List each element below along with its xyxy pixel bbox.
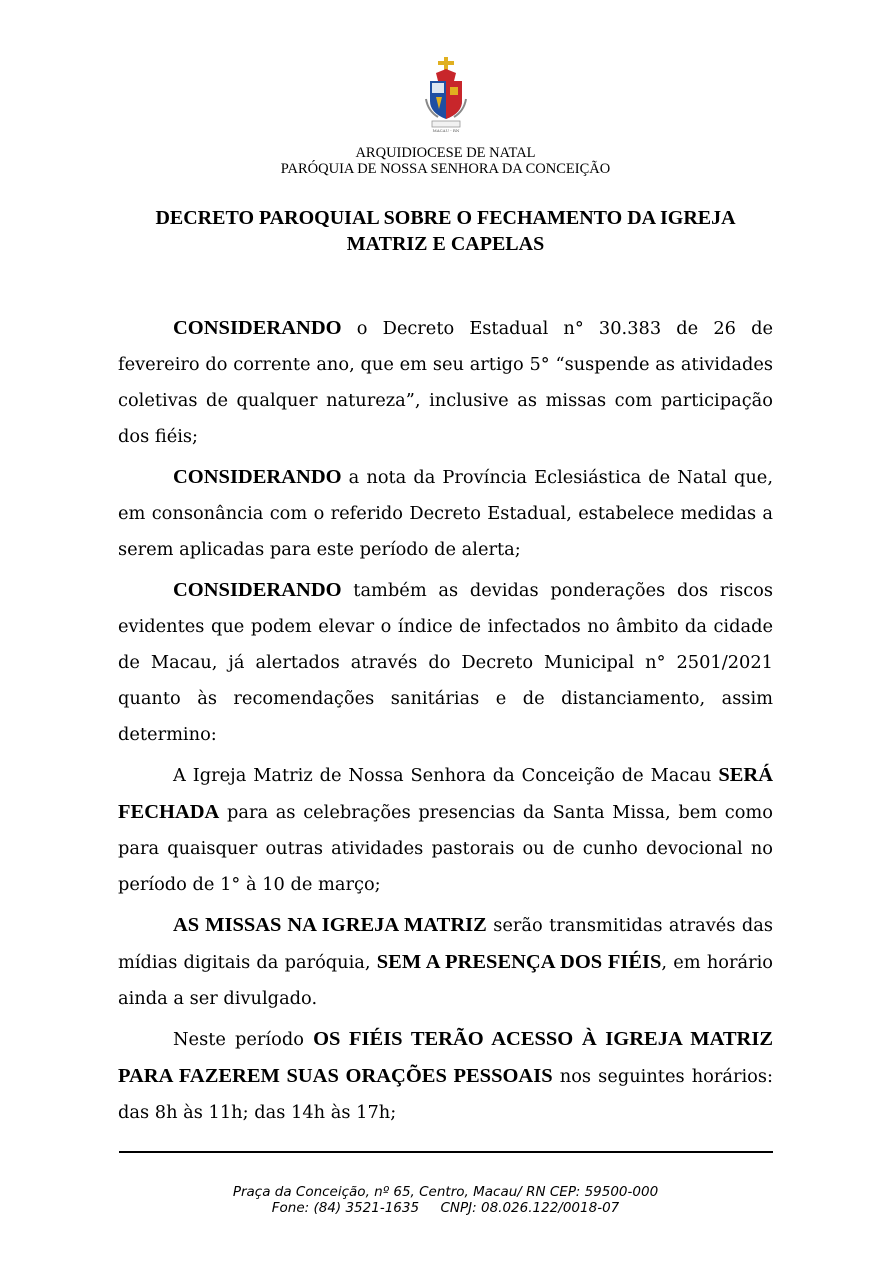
document-title-line1: DECRETO PAROQUIAL SOBRE O FECHAMENTO DA IGREJA [155,207,736,229]
parish-crest [422,55,470,135]
bold-sem-presenca: SEM A PRESENÇA DOS FIÉIS [376,951,662,973]
paragraph-text: o Decreto Estadual n° 30.383 de 26 de fevereiro do corrente ano, que em seu artigo 5° “suspende as atividades coletivas de qualquer natureza”, inclusive as missas com participação dos fiéis; [118,318,773,447]
paragraph-considering-state-decree [118,310,773,455]
decree-body [118,310,773,1135]
paragraph-masses-transmitted [118,907,773,1017]
bold-sera-fechada: SERÁ FECHADA [118,764,773,823]
footer-contact: Fone: (84) 3521-1635 CNPJ: 08.026.122/0018-07 [271,1200,620,1216]
paragraph-considering-risks [118,572,773,753]
crest-motto: MACAU - RN [432,128,460,133]
paragraph-text: para as celebrações presencias da Santa Missa, bem como para quaisquer outras atividades pastorais ou de cunho devocional no período de 1° à 10 de março; [118,802,773,895]
paragraph-text: , em horário ainda a ser divulgado. [118,952,773,1009]
paragraph-church-closed [118,757,773,903]
paragraph-text: serão transmitidas através das mídias digitais da paróquia, [118,915,774,973]
header-parish: PARÓQUIA DE NOSSA SENHORA DA CONCEIÇÃO [280,161,611,177]
bold-considerando: CONSIDERANDO [173,466,342,488]
coat-of-arms-icon [422,55,470,135]
paragraph-prayer-hours [118,1021,773,1131]
bold-missas: AS MISSAS NA IGREJA MATRIZ [173,914,487,936]
paragraph-considering-province-note [118,459,773,568]
paragraph-text: a nota da Província Eclesiástica de Natal que, em consonância com o referido Decreto Estadual, estabelece medidas a serem aplicadas para este período de alerta; [118,467,773,560]
paragraph-text: nos seguintes horários: das 8h às 11h; das 14h às 17h; [118,1066,773,1123]
footer-divider [119,1151,773,1153]
document-title-line2: MATRIZ E CAPELAS [346,233,545,255]
footer-address: Praça da Conceição, nº 65, Centro, Macau/ RN CEP: 59500-000 [232,1184,659,1200]
header-archdiocese: ARQUIDIOCESE DE NATAL [355,145,536,161]
bold-considerando: CONSIDERANDO [173,317,342,339]
bold-fieis-acesso: OS FIÉIS TERÃO ACESSO À IGREJA MATRIZ PARA FAZEREM SUAS ORAÇÕES PESSOAIS [118,1028,773,1087]
paragraph-text: também as devidas ponderações dos riscos evidentes que podem elevar o índice de infectados no âmbito da cidade de Macau, já alertados através do Decreto Municipal n° 2501/2021 quanto às recomendações sanitárias e de distanciamento, assim determino: [118,580,773,745]
paragraph-text: Neste período [173,1029,314,1050]
paragraph-text: A Igreja Matriz de Nossa Senhora da Conceição de Macau [173,765,719,786]
bold-considerando: CONSIDERANDO [173,579,342,601]
